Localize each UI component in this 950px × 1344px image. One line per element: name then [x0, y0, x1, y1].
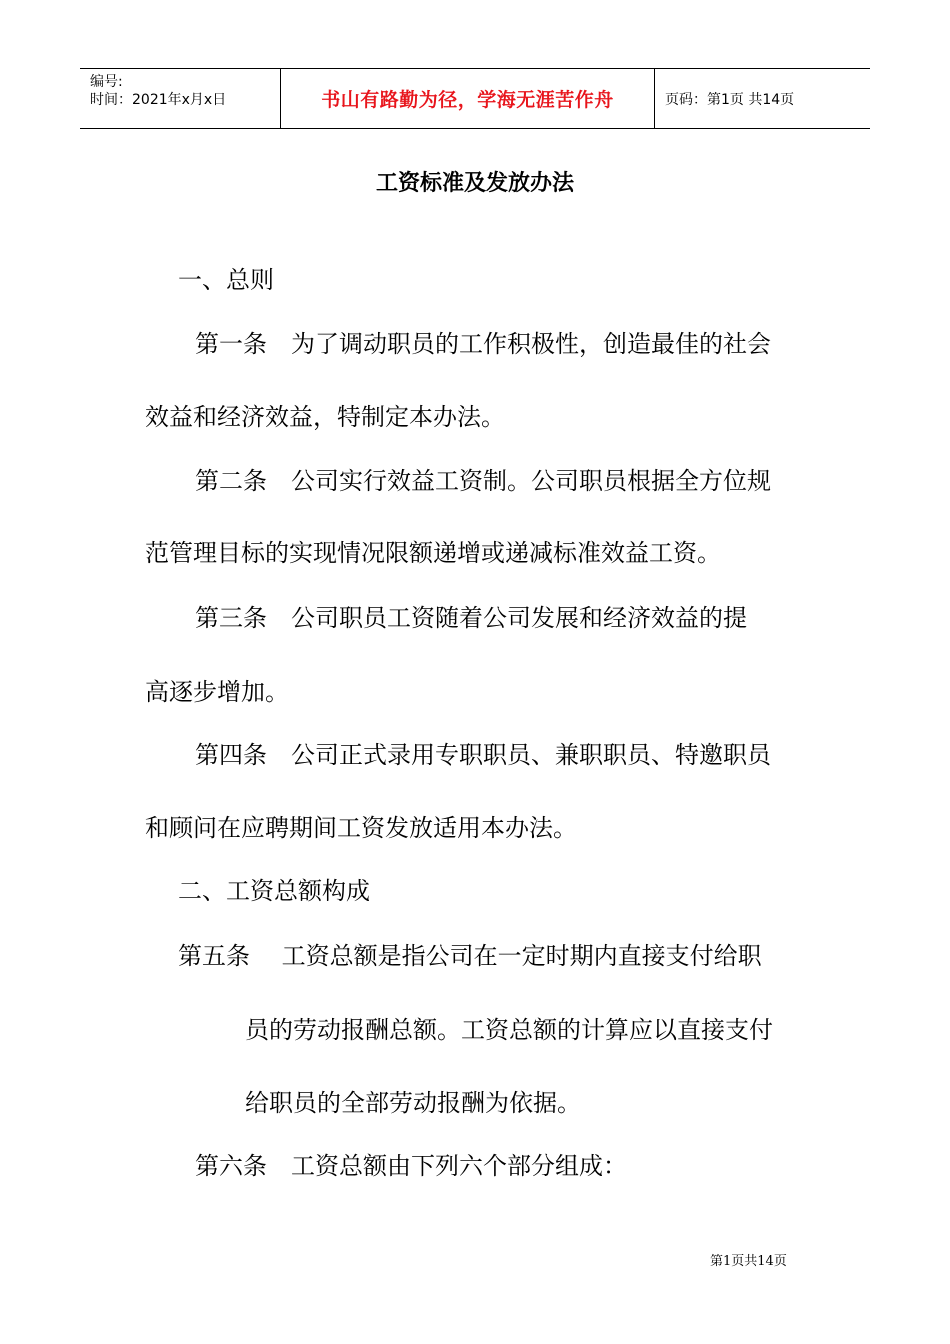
header-motto-cell — [281, 69, 655, 128]
header-motto: 书山有路勤为径，学海无涯苦作舟 — [321, 89, 614, 111]
footer-page-number: 第1页共14页 — [710, 1254, 787, 1269]
paragraph-line: 员的劳动报酬总额。工资总额的计算应以直接支付 — [245, 1016, 773, 1044]
paragraph-line: 第一条 为了调动职员的工作积极性，创造最佳的社会 — [195, 330, 771, 358]
paragraph-line: 第六条 工资总额由下列六个部分组成： — [195, 1152, 627, 1180]
header-page-cell — [655, 69, 870, 128]
document-title: 工资标准及发放办法 — [375, 170, 574, 196]
paragraph-line: 范管理目标的实现情况限额递增或递减标准效益工资。 — [145, 539, 721, 567]
section-heading-wage-composition: 二、工资总额构成 — [178, 877, 370, 905]
paragraph-line: 第三条 公司职员工资随着公司发展和经济效益的提 — [195, 604, 747, 632]
section-heading-general: 一、总则 — [178, 266, 274, 294]
header-info-cell — [80, 69, 281, 128]
document-number-label: 编号: — [90, 74, 123, 90]
paragraph-line: 第二条 公司实行效益工资制。公司职员根据全方位规 — [195, 467, 771, 495]
paragraph-line: 第四条 公司正式录用专职职员、兼职职员、特邀职员 — [195, 741, 771, 769]
document-time-label: 时间：2021年x月x日 — [90, 92, 227, 108]
header-table — [80, 68, 870, 129]
header-page-label: 页码：第1页 共14页 — [665, 91, 795, 108]
paragraph-line: 和顾问在应聘期间工资发放适用本办法。 — [145, 814, 577, 842]
paragraph-line: 效益和经济效益，特制定本办法。 — [145, 403, 505, 431]
paragraph-line: 高逐步增加。 — [145, 678, 289, 706]
paragraph-line: 第五条 工资总额是指公司在一定时期内直接支付给职 — [178, 942, 762, 970]
paragraph-line: 给职员的全部劳动报酬为依据。 — [245, 1089, 581, 1117]
